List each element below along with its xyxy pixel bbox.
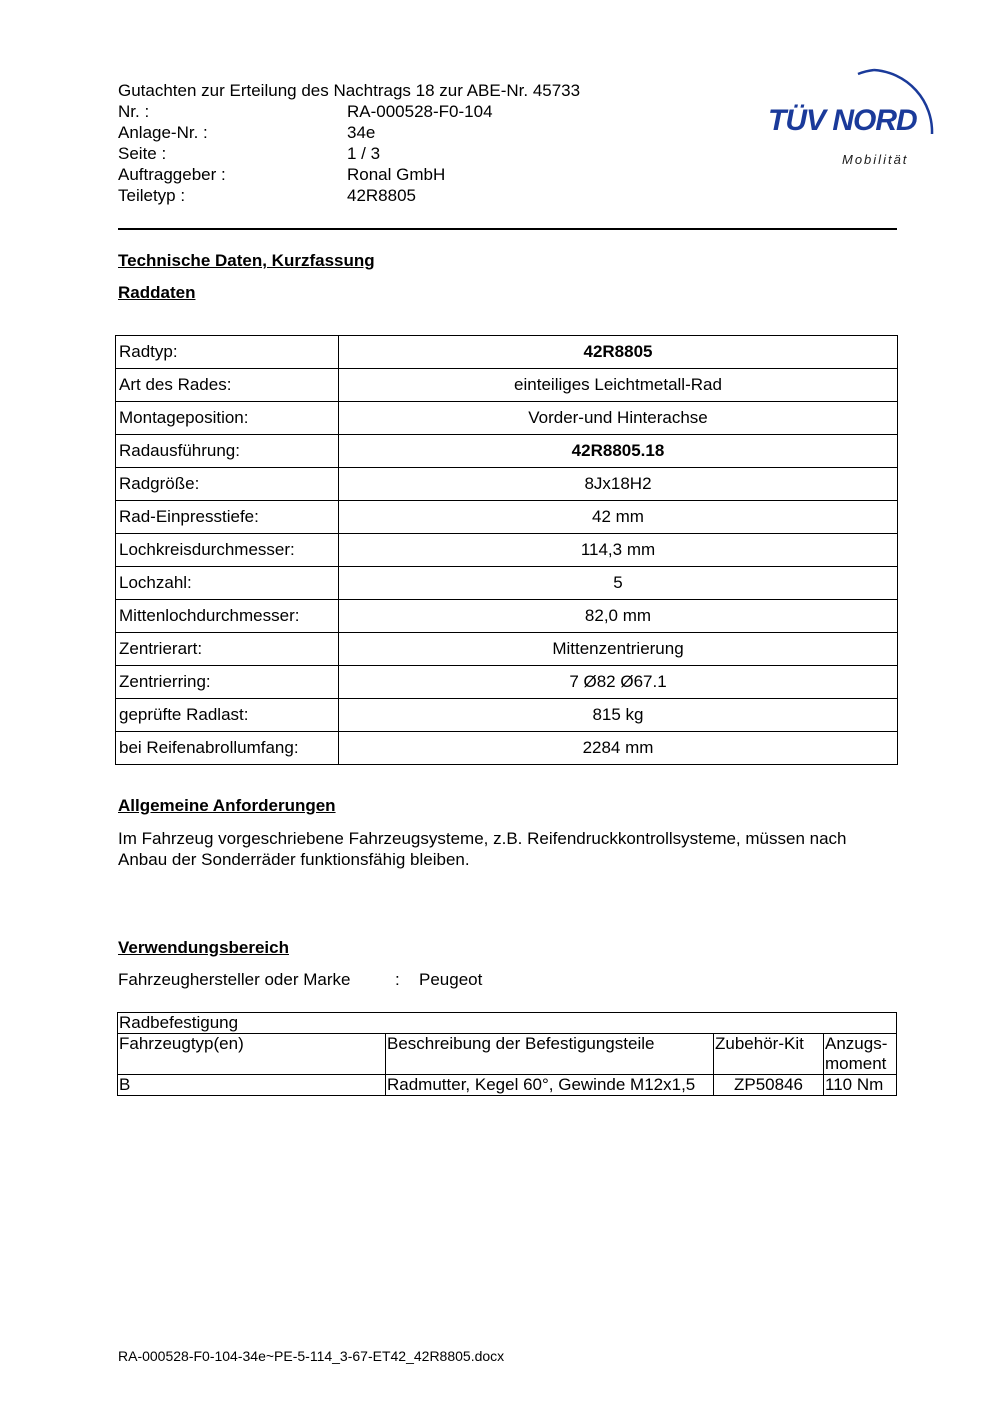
header-cell-anzugsmoment: Anzugs-moment bbox=[824, 1034, 897, 1075]
raddaten-key: Radausführung: bbox=[116, 435, 339, 468]
header-cell-fahrzeugtyp: Fahrzeugtyp(en) bbox=[118, 1034, 386, 1075]
document-title: Gutachten zur Erteilung des Nachtrags 18 zur ABE-Nr. 45733 bbox=[118, 81, 581, 100]
raddaten-key: Radtyp: bbox=[116, 336, 339, 369]
raddaten-value: 114,3 mm bbox=[339, 534, 898, 567]
raddaten-value: 42 mm bbox=[339, 501, 898, 534]
cell-typ: B bbox=[118, 1075, 386, 1096]
raddaten-key: Montageposition: bbox=[116, 402, 339, 435]
header-value: 42R8805 bbox=[347, 186, 417, 205]
table-row bbox=[116, 732, 898, 765]
header-value: 1 / 3 bbox=[347, 144, 381, 163]
footer-filename: RA-000528-F0-104-34e~PE-5-114_3-67-ET42_42R8805.docx bbox=[118, 1348, 505, 1364]
hersteller-value: Peugeot bbox=[419, 970, 483, 989]
raddaten-key: Zentrierring: bbox=[116, 666, 339, 699]
raddaten-value: einteiliges Leichtmetall-Rad bbox=[339, 369, 898, 402]
verwendung-title: Verwendungsbereich bbox=[118, 938, 289, 957]
table-row bbox=[116, 369, 898, 402]
raddaten-value: 42R8805.18 bbox=[339, 435, 898, 468]
raddaten-value: 7 Ø82 Ø67.1 bbox=[339, 666, 898, 699]
header-row-teiletyp bbox=[118, 185, 678, 206]
raddaten-value: Vorder-und Hinterachse bbox=[339, 402, 898, 435]
cell-moment: 110 Nm bbox=[824, 1075, 897, 1096]
table-row bbox=[116, 699, 898, 732]
header-value: 34e bbox=[347, 123, 376, 142]
befestigung-caption: Radbefestigung bbox=[118, 1013, 897, 1034]
raddaten-value: 8Jx18H2 bbox=[339, 468, 898, 501]
header-row-anlage bbox=[118, 122, 678, 143]
section-subtitle: Raddaten bbox=[118, 283, 196, 302]
header-label: Seite : bbox=[118, 144, 167, 163]
tuv-nord-logo bbox=[762, 56, 942, 176]
befestigung-table bbox=[117, 1012, 897, 1096]
raddaten-key: Rad-Einpresstiefe: bbox=[116, 501, 339, 534]
header-row-auftraggeber bbox=[118, 164, 678, 185]
raddaten-key: Zentrierart: bbox=[116, 633, 339, 666]
raddaten-table bbox=[115, 335, 898, 765]
table-row bbox=[116, 435, 898, 468]
raddaten-value: 82,0 mm bbox=[339, 600, 898, 633]
raddaten-value: Mittenzentrierung bbox=[339, 633, 898, 666]
logo-brand: TÜV NORD bbox=[768, 104, 917, 137]
table-row bbox=[116, 600, 898, 633]
cell-beschreibung: Radmutter, Kegel 60°, Gewinde M12x1,5 bbox=[386, 1075, 714, 1096]
hersteller-line bbox=[118, 970, 482, 990]
allgemein-text: Im Fahrzeug vorgeschriebene Fahrzeugsysteme, z.B. Reifendruckkontrollsysteme, müssen nach Anbau der Sonderräder funktionsfähig bleiben. bbox=[118, 829, 847, 869]
raddaten-key: Radgröße: bbox=[116, 468, 339, 501]
header-row-seite bbox=[118, 143, 678, 164]
header-value: RA-000528-F0-104 bbox=[347, 102, 493, 121]
raddaten-key: geprüfte Radlast: bbox=[116, 699, 339, 732]
table-row bbox=[116, 666, 898, 699]
raddaten-key: Mittenlochdurchmesser: bbox=[116, 600, 339, 633]
table-row bbox=[116, 567, 898, 600]
table-row bbox=[116, 534, 898, 567]
header-divider bbox=[118, 228, 897, 230]
table-row bbox=[116, 468, 898, 501]
section-title: Technische Daten, Kurzfassung bbox=[118, 251, 375, 270]
header-row-nr bbox=[118, 101, 678, 122]
header-label: Nr. : bbox=[118, 102, 150, 121]
befestigung-header-row bbox=[118, 1034, 897, 1075]
table-row bbox=[116, 402, 898, 435]
hersteller-colon: : bbox=[395, 970, 400, 989]
cell-kit: ZP50846 bbox=[714, 1075, 824, 1096]
allgemein-title: Allgemeine Anforderungen bbox=[118, 796, 336, 815]
raddaten-key: Lochkreisdurchmesser: bbox=[116, 534, 339, 567]
header-label: Teiletyp : bbox=[118, 186, 186, 205]
raddaten-key: Lochzahl: bbox=[116, 567, 339, 600]
document-header bbox=[118, 80, 678, 206]
header-label: Auftraggeber : bbox=[118, 165, 226, 184]
hersteller-label: Fahrzeughersteller oder Marke bbox=[118, 970, 351, 989]
raddaten-value: 815 kg bbox=[339, 699, 898, 732]
header-label: Anlage-Nr. : bbox=[118, 123, 208, 142]
table-row bbox=[118, 1075, 897, 1096]
header-cell-zubehoer: Zubehör-Kit bbox=[714, 1034, 824, 1075]
table-row bbox=[116, 336, 898, 369]
raddaten-value: 2284 mm bbox=[339, 732, 898, 765]
raddaten-value: 5 bbox=[339, 567, 898, 600]
raddaten-key: Art des Rades: bbox=[116, 369, 339, 402]
header-value: Ronal GmbH bbox=[347, 165, 446, 184]
raddaten-key: bei Reifenabrollumfang: bbox=[116, 732, 339, 765]
table-row bbox=[116, 633, 898, 666]
raddaten-value: 42R8805 bbox=[339, 336, 898, 369]
table-row bbox=[116, 501, 898, 534]
header-cell-beschreibung: Beschreibung der Befestigungsteile bbox=[386, 1034, 714, 1075]
logo-subtitle: Mobilität bbox=[842, 152, 909, 167]
